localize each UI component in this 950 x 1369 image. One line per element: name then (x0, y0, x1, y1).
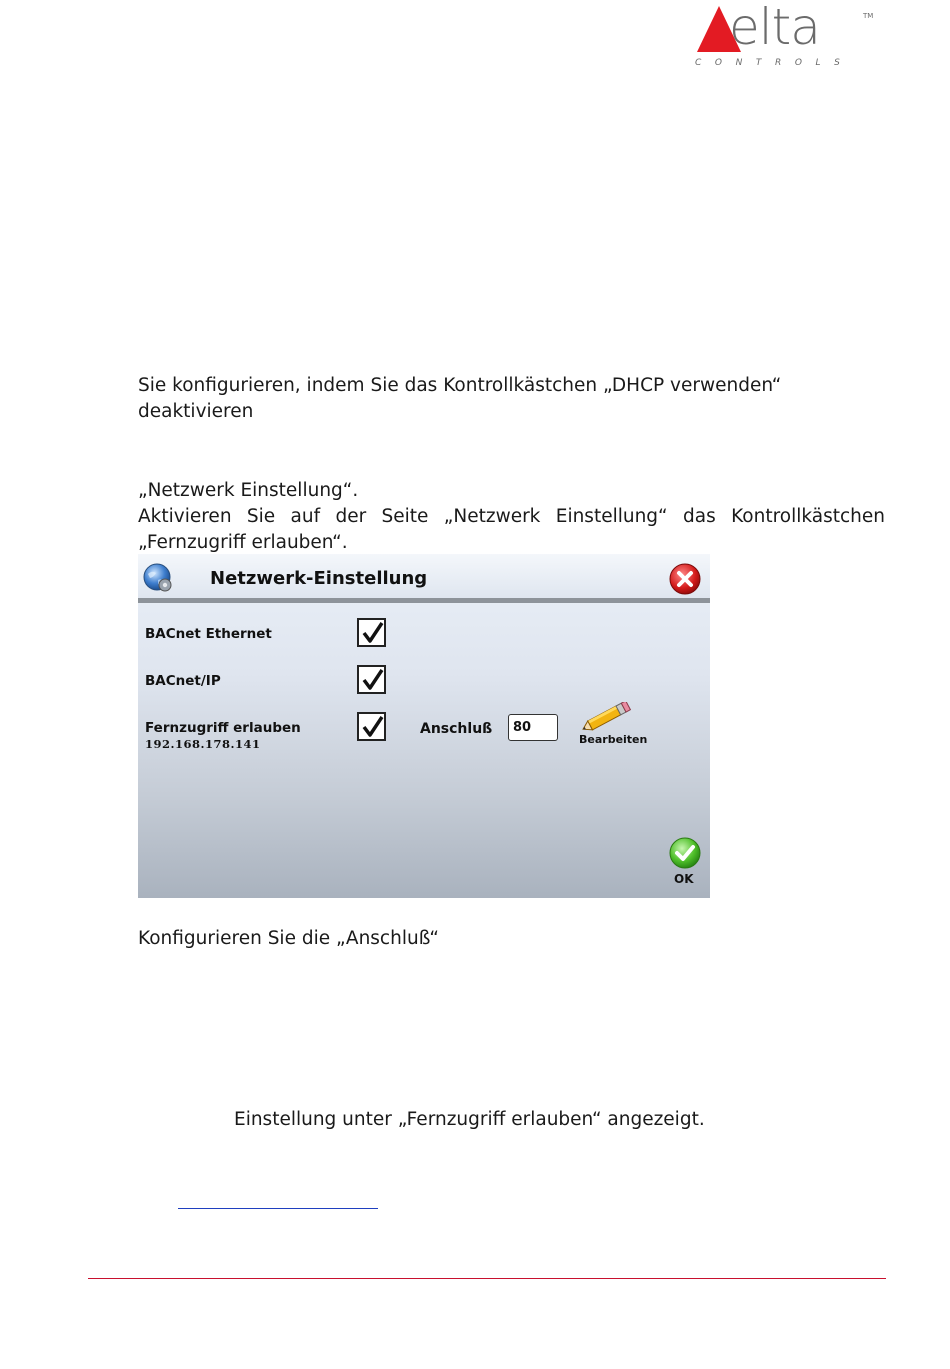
row-label-bacnet-ethernet: BACnet Ethernet (145, 626, 272, 642)
port-input[interactable] (508, 714, 558, 741)
globe-gear-icon (142, 562, 174, 594)
logo-wordmark: elta (729, 0, 820, 56)
paragraph-netzwerk-line2: Aktivieren Sie auf der Seite „Netzwerk Einstellung“ das Kontrollkästchen (138, 506, 885, 527)
logo-subtitle: CONTROLS (695, 58, 854, 68)
ok-button-label[interactable]: OK (674, 872, 694, 886)
checkmark-icon (361, 668, 385, 692)
paragraph-netzwerk-line1: „Netzwerk Einstellung“. (138, 480, 359, 501)
link-underline (178, 1208, 378, 1209)
port-label: Anschluß (420, 721, 493, 737)
checkbox-fernzugriff[interactable] (357, 712, 386, 741)
dialog-title: Netzwerk-Einstellung (210, 568, 428, 589)
ok-check-icon[interactable] (668, 836, 702, 870)
footer-rule (88, 1278, 886, 1279)
ip-address: 192.168.178.141 (145, 737, 261, 751)
row-label-bacnet-ip: BACnet/IP (145, 673, 221, 689)
paragraph-netzwerk-line3: „Fernzugriff erlauben“. (138, 532, 348, 553)
delta-controls-logo (695, 0, 875, 70)
checkbox-bacnet-ip[interactable] (357, 665, 386, 694)
dialog-header (138, 554, 710, 603)
paragraph-dhcp: Sie konfigurieren, indem Sie das Kontrollkästchen „DHCP verwenden“ deaktivieren (138, 375, 782, 422)
checkbox-bacnet-ethernet[interactable] (357, 618, 386, 647)
edit-button-label[interactable]: Bearbeiten (579, 733, 648, 746)
logo-tm: TM (863, 12, 874, 20)
network-settings-dialog (138, 554, 710, 898)
row-label-fernzugriff: Fernzugriff erlauben (145, 720, 301, 736)
checkmark-icon (361, 621, 385, 645)
paragraph-anschluss: Konfigurieren Sie die „Anschluß“ (138, 928, 439, 949)
checkmark-icon (361, 715, 385, 739)
paragraph-einstellung: Einstellung unter „Fernzugriff erlauben“ angezeigt. (234, 1109, 705, 1130)
pencil-icon[interactable] (580, 702, 632, 732)
close-icon[interactable] (668, 562, 702, 596)
